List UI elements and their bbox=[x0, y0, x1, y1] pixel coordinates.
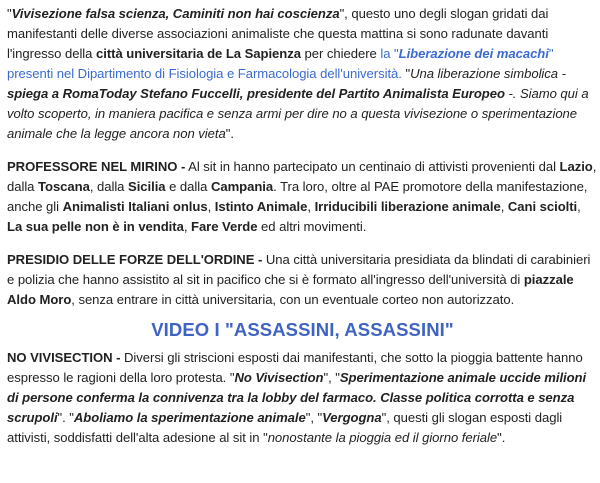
org-name: Fare Verde bbox=[191, 219, 258, 234]
banner-slogan: No Vivisection bbox=[234, 370, 324, 385]
quote-attribution: spiega a RomaToday Stefano Fuccelli, presidente del Partito Animalista Europeo bbox=[7, 86, 505, 101]
paragraph-professore bbox=[7, 157, 598, 237]
location-emphasis: piazzale Aldo Moro bbox=[7, 272, 574, 307]
text: per chiedere bbox=[300, 46, 381, 61]
text: e dalla bbox=[165, 179, 211, 194]
region-campania: Campania bbox=[210, 179, 274, 194]
text: " bbox=[7, 6, 12, 21]
text: ed altri movimenti. bbox=[257, 219, 367, 234]
org-name: La sua pelle non è in vendita bbox=[7, 219, 184, 234]
text: , bbox=[207, 199, 215, 214]
link-text: " presenti nel Dipartimento di Fisiologia e Farmacologia dell'università. bbox=[7, 46, 554, 81]
quote-text: Una liberazione simbolica - bbox=[410, 66, 566, 81]
text: ", questo uno degli slogan gridati dai manifestanti delle diverse associazioni animaliste che questa mattina si sono radunate davanti l'ingresso della bbox=[7, 6, 549, 61]
text: ", " bbox=[323, 370, 340, 385]
location-emphasis: città universitaria de La Sapienza bbox=[96, 46, 301, 61]
text: , dalla bbox=[7, 159, 597, 194]
text: Una città universitaria presidiata da blindati di carabinieri e polizia che hanno assistito al sit in pacifico che si è formato all'ingresso dell'università di bbox=[7, 252, 591, 287]
text: ". bbox=[497, 430, 506, 445]
text: " bbox=[401, 66, 411, 81]
text: Diversi gli striscioni esposti dai manifestanti, che sotto la pioggia battente hanno espresso le ragioni della loro protesta. " bbox=[7, 350, 583, 385]
paragraph-presidio bbox=[7, 250, 598, 310]
section-lead: NO VIVISECTION - bbox=[7, 350, 121, 365]
text: , bbox=[500, 199, 508, 214]
text: ". bbox=[225, 126, 234, 141]
org-name: Animalisti Italiani onlus bbox=[62, 199, 208, 214]
text: , dalla bbox=[89, 179, 129, 194]
banner-slogan: Vergogna bbox=[322, 410, 382, 425]
text: ", questi gli slogan esposti dagli attivisti, soddisfatti dell'alta adesione al sit in " bbox=[7, 410, 563, 445]
text: , senza entrare in città universitaria, con un eventuale corteo non autorizzato. bbox=[71, 292, 515, 307]
slogan-quote: Vivisezione falsa scienza, Caminiti non hai coscienza bbox=[11, 6, 340, 21]
video-heading[interactable]: VIDEO I "ASSASSINI, ASSASSINI" bbox=[151, 319, 454, 340]
link-text: la " bbox=[380, 46, 399, 61]
banner-slogan: Sperimentazione animale uccide milioni di persone conferma la connivenza tra la lobby del farmaco. Classe politica corrotta e senza scrupoli bbox=[7, 370, 587, 425]
banner-slogan: Aboliamo la sperimentazione animale bbox=[73, 410, 306, 425]
text: ", " bbox=[305, 410, 323, 425]
paragraph-no-vivisection bbox=[7, 348, 598, 448]
org-name: Cani sciolti bbox=[507, 199, 578, 214]
org-name: Istinto Animale bbox=[214, 199, 308, 214]
text: ". " bbox=[57, 410, 74, 425]
link-text-emphasis: Liberazione dei macachi bbox=[398, 46, 549, 61]
section-lead: PROFESSORE NEL MIRINO - bbox=[7, 159, 186, 174]
org-name: Irriducibili liberazione animale bbox=[314, 199, 501, 214]
text: , bbox=[307, 199, 315, 214]
region-lazio: Lazio bbox=[559, 159, 593, 174]
region-sicilia: Sicilia bbox=[128, 179, 166, 194]
text: . Tra loro, oltre al PAE promotore della manifestazione, anche gli bbox=[7, 179, 588, 214]
activist-quote: nonostante la pioggia ed il giorno feriale bbox=[267, 430, 498, 445]
text: , bbox=[183, 219, 191, 234]
text: Al sit in hanno partecipato un centinaio di attivisti provenienti dal bbox=[185, 159, 560, 174]
paragraph-intro bbox=[7, 4, 598, 144]
region-toscana: Toscana bbox=[38, 179, 90, 194]
section-lead: PRESIDIO DELLE FORZE DELL'ORDINE - bbox=[7, 252, 263, 267]
quote-text: -. Siamo qui a volto scoperto, in maniera pacifica e senza armi per dire no a questa vivisezione o sperimentazione animale che la legge ancora non vieta bbox=[7, 86, 589, 141]
text: , bbox=[577, 199, 581, 214]
